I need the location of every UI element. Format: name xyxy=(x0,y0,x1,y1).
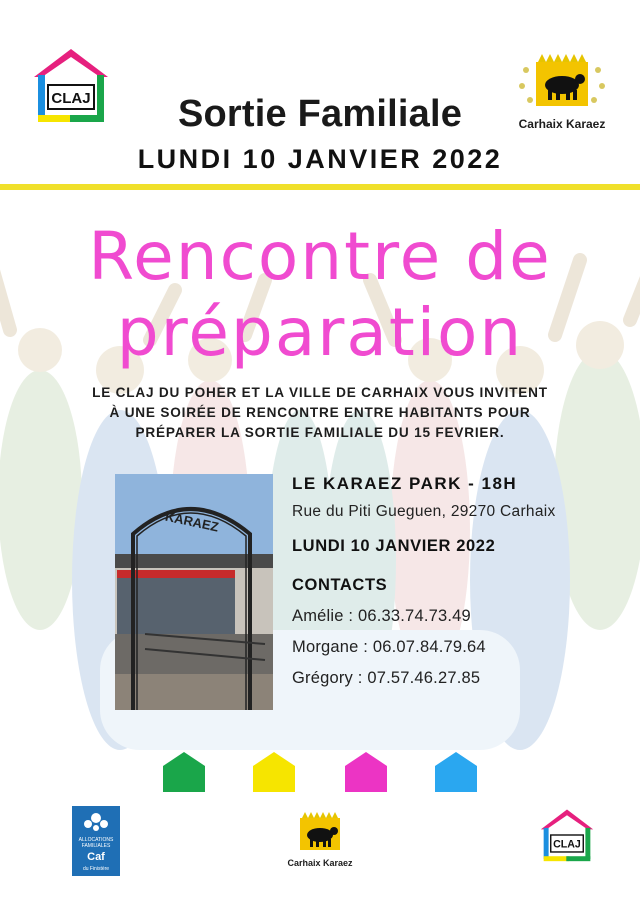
event-venue: LE KARAEZ PARK - 18H xyxy=(292,474,518,493)
house-icon xyxy=(163,750,205,792)
caf-line-2: FAMILIALES xyxy=(81,843,111,849)
house-icon xyxy=(435,750,477,792)
house-icon xyxy=(253,750,295,792)
contacts-heading: CONTACTS xyxy=(292,576,388,594)
caf-line-4: du Finistère xyxy=(82,866,110,872)
header-divider xyxy=(0,184,640,190)
intro-line-2: À UNE SOIRÉE DE RENCONTRE ENTRE HABITANTS POUR xyxy=(109,405,531,420)
intro-line-1: LE CLAJ DU POHER ET LA VILLE DE CARHAIX VOUS INVITENT xyxy=(92,385,548,400)
event-address: Rue du Piti Gueguen, 29270 Carhaix xyxy=(292,503,556,520)
intro-text xyxy=(60,383,580,443)
contact-item: Grégory : 07.57.46.27.85 xyxy=(292,669,481,687)
caf-line-1: ALLOCATIONS xyxy=(78,837,114,843)
carhaix-logo-bottom-text: Carhaix Karaez xyxy=(287,858,353,868)
caf-line-3: Caf xyxy=(87,851,105,863)
page-title: Sortie Familiale xyxy=(177,93,463,135)
claj-logo-text: CLAJ xyxy=(51,90,91,107)
contact-item: Amélie : 06.33.74.73.49 xyxy=(292,607,471,625)
headline-line-1: Rencontre de xyxy=(88,218,552,295)
caf-logo xyxy=(72,806,120,876)
venue-photo xyxy=(115,474,273,710)
house-icon xyxy=(345,750,387,792)
event-info xyxy=(292,474,622,688)
event-date: LUNDI 10 JANVIER 2022 xyxy=(292,537,496,555)
header-date: LUNDI 10 JANVIER 2022 xyxy=(137,144,503,174)
carhaix-karaez-logo xyxy=(282,810,358,872)
contact-item: Morgane : 06.07.84.79.64 xyxy=(292,638,486,656)
photo-sign-text: KARAEZ xyxy=(163,508,220,535)
headline-line-2: préparation xyxy=(116,294,524,371)
claj-logo-bottom-text: CLAJ xyxy=(553,838,581,851)
carhaix-logo-text: Carhaix Karaez xyxy=(518,117,606,131)
intro-line-3: PRÉPARER LA SORTIE FAMILIALE DU 15 FEVRIER. xyxy=(135,425,505,440)
claj-logo xyxy=(538,806,596,864)
